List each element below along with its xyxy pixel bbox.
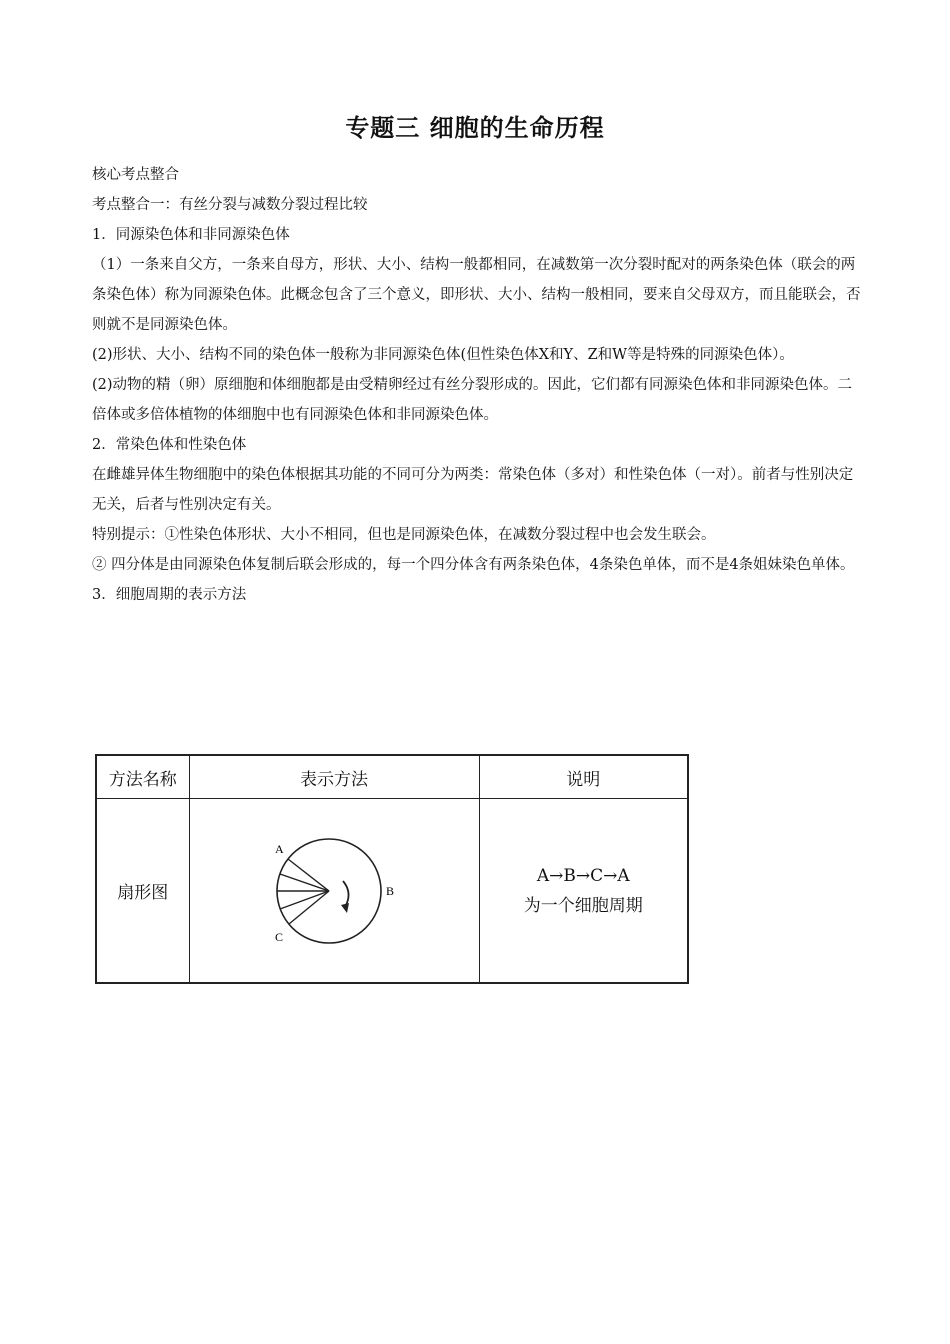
heading-topic-one: 考点整合一：有丝分裂与减数分裂过程比较 (92, 197, 368, 213)
explanation-text: 为一个细胞周期 (523, 895, 643, 916)
header-explanation: 说明 (479, 755, 688, 799)
header-method-name: 方法名称 (96, 755, 189, 799)
explanation-sequence: A→B→C→A (536, 865, 630, 886)
paragraph-non-homologous: (2)形状、大小、结构不同的染色体一般称为非同源染色体(但性染色体X和Y、Z和W等是特殊的同源染色体）。 (92, 347, 794, 363)
sector-line-4 (280, 891, 329, 909)
sector-diagram (259, 823, 409, 953)
table-row (96, 799, 688, 984)
body-text (92, 160, 862, 610)
paragraph-chromosome-types: 在雌雄异体生物细胞中的染色体根据其功能的不同可分为两类：常染色体（多对）和性染色体（一对）。前者与性别决定无关，后者与性别决定有关。 (92, 467, 854, 513)
label-c: C (275, 930, 284, 944)
table-header-row (96, 755, 688, 799)
heading-homologous: 1．同源染色体和非同源染色体 (92, 227, 290, 243)
paragraph-special-note-2: ② 四分体是由同源染色体复制后联会形成的，每一个四分体含有两条染色体，4条染色单体，而不是4条姐妹染色单体。 (92, 557, 855, 573)
heading-core-points: 核心考点整合 (92, 167, 179, 183)
paragraph-homologous-definition: （1）一条来自父方，一条来自母方，形状、大小、结构一般都相同，在减数第一次分裂时配对的两条染色体（联会的两条染色体）称为同源染色体。此概念包含了三个意义，即形状、大小、结构一般相同，要来自父母双方，而且能联会，否则就不是同源染色体。 (92, 257, 861, 333)
cell-diagram (189, 799, 479, 984)
cell-cycle-table (95, 754, 689, 984)
cell-method-name: 扇形图 (96, 799, 189, 984)
heading-cell-cycle-methods: 3．细胞周期的表示方法 (92, 587, 247, 603)
header-representation: 表示方法 (189, 755, 479, 799)
page-title: 专题三 细胞的生命历程 (345, 114, 605, 142)
label-a: A (275, 842, 284, 856)
label-b: B (386, 884, 395, 898)
cell-explanation (479, 799, 688, 984)
sector-line-5 (289, 891, 329, 924)
heading-autosome-sex-chromosome: 2．常染色体和性染色体 (92, 437, 247, 453)
sector-line-2 (280, 874, 329, 891)
clockwise-arrow-icon (343, 881, 349, 907)
paragraph-special-note-1: 特别提示：①性染色体形状、大小不相同，但也是同源染色体，在减数分裂过程中也会发生联会。 (92, 527, 716, 543)
arrow-head-icon (341, 903, 349, 913)
sector-line-1 (288, 859, 329, 891)
paragraph-somatic-cells: (2)动物的精（卵）原细胞和体细胞都是由受精卵经过有丝分裂形成的。因此，它们都有同源染色体和非同源染色体。二倍体或多倍体植物的体细胞中也有同源染色体和非同源染色体。 (92, 377, 853, 423)
